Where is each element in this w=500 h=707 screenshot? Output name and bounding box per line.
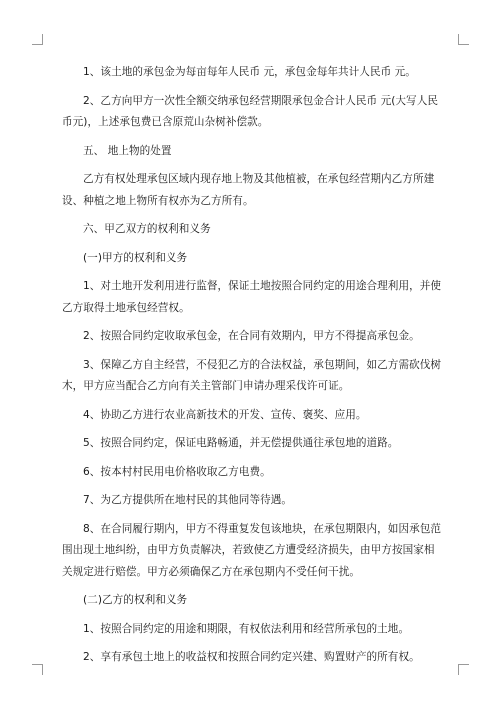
clause-rent-per-mu: 1、该土地的承包金为每亩每年人民币 元，承包金每年共计人民币 元。: [83, 66, 416, 78]
clause-lump-sum-payment: 2、乙方向甲方一次性全额交纳承包经营期限承包金合计人民币 元(大写人民币元)，上述承包费已含原荒山杂树补偿款。: [62, 94, 438, 128]
clause-party-a-supervision: 1、对土地开发利用进行监督，保证土地按照合同约定的用途合理利用，并使乙方取得土地承包经营权。: [62, 280, 442, 314]
subsection-heading-party-a: (一)甲方的权利和义务: [83, 251, 188, 264]
clause-party-a-electricity-road: 5、按照合同约定，保证电路畅通，并无偿提供通往承包地的道路。: [83, 437, 399, 449]
clause-party-a-protect-operation: 3、保障乙方自主经营，不侵犯乙方的合法权益，承包期间，如乙方需砍伐树木，甲方应当配合乙方向有关主管部门申请办理采伐许可证。: [62, 358, 442, 392]
clause-party-a-equal-treatment: 7、为乙方提供所在地村民的其他同等待遇。: [83, 494, 293, 506]
clause-ground-objects-ownership: 乙方有权处理承包区域内现存地上物及其他植被，在承包经营期内乙方所建设、种植之地上物所有权亦为乙方所有。: [62, 173, 435, 207]
crop-mark-top-left: [32, 34, 43, 45]
document-body: [62, 62, 442, 669]
subsection-heading-party-b: (二)乙方的权利和义务: [83, 594, 188, 606]
section-heading-ground-objects: 五、 地上物的处置: [83, 144, 172, 157]
crop-mark-top-right: [458, 34, 469, 45]
clause-party-a-collect-rent: 2、按照合同约定收取承包金，在合同有效期内，甲方不得提高承包金。: [83, 330, 420, 342]
clause-party-a-assist-technology: 4、协助乙方进行农业高新技术的开发、宣传、褒奖、应用。: [83, 408, 367, 421]
section-heading-rights-obligations: 六、甲乙双方的权利和义务: [83, 223, 211, 235]
crop-mark-bottom-right: [458, 664, 469, 675]
clause-party-b-income-rights: 2、享有承包土地上的收益权和按照合同约定兴建、购置财产的所有权。: [83, 651, 420, 663]
clause-party-a-electricity-price: 6、按本村村民用电价格收取乙方电费。: [83, 465, 271, 478]
crop-mark-bottom-left: [32, 664, 43, 675]
clause-party-b-use-land: 1、按照合同约定的用途和期限，有权依法利用和经营所承包的土地。: [83, 622, 410, 635]
clause-party-a-no-repeat-lease: 8、在合同履行期内，甲方不得重复发包该地块，在承包期限内，如因承包范围出现土地纠纷，由甲方负责解决，若致使乙方遭受经济损失，由甲方按国家相关规定进行赔偿。甲方必须确保乙方在承包期内不受任何干扰。: [62, 522, 442, 578]
